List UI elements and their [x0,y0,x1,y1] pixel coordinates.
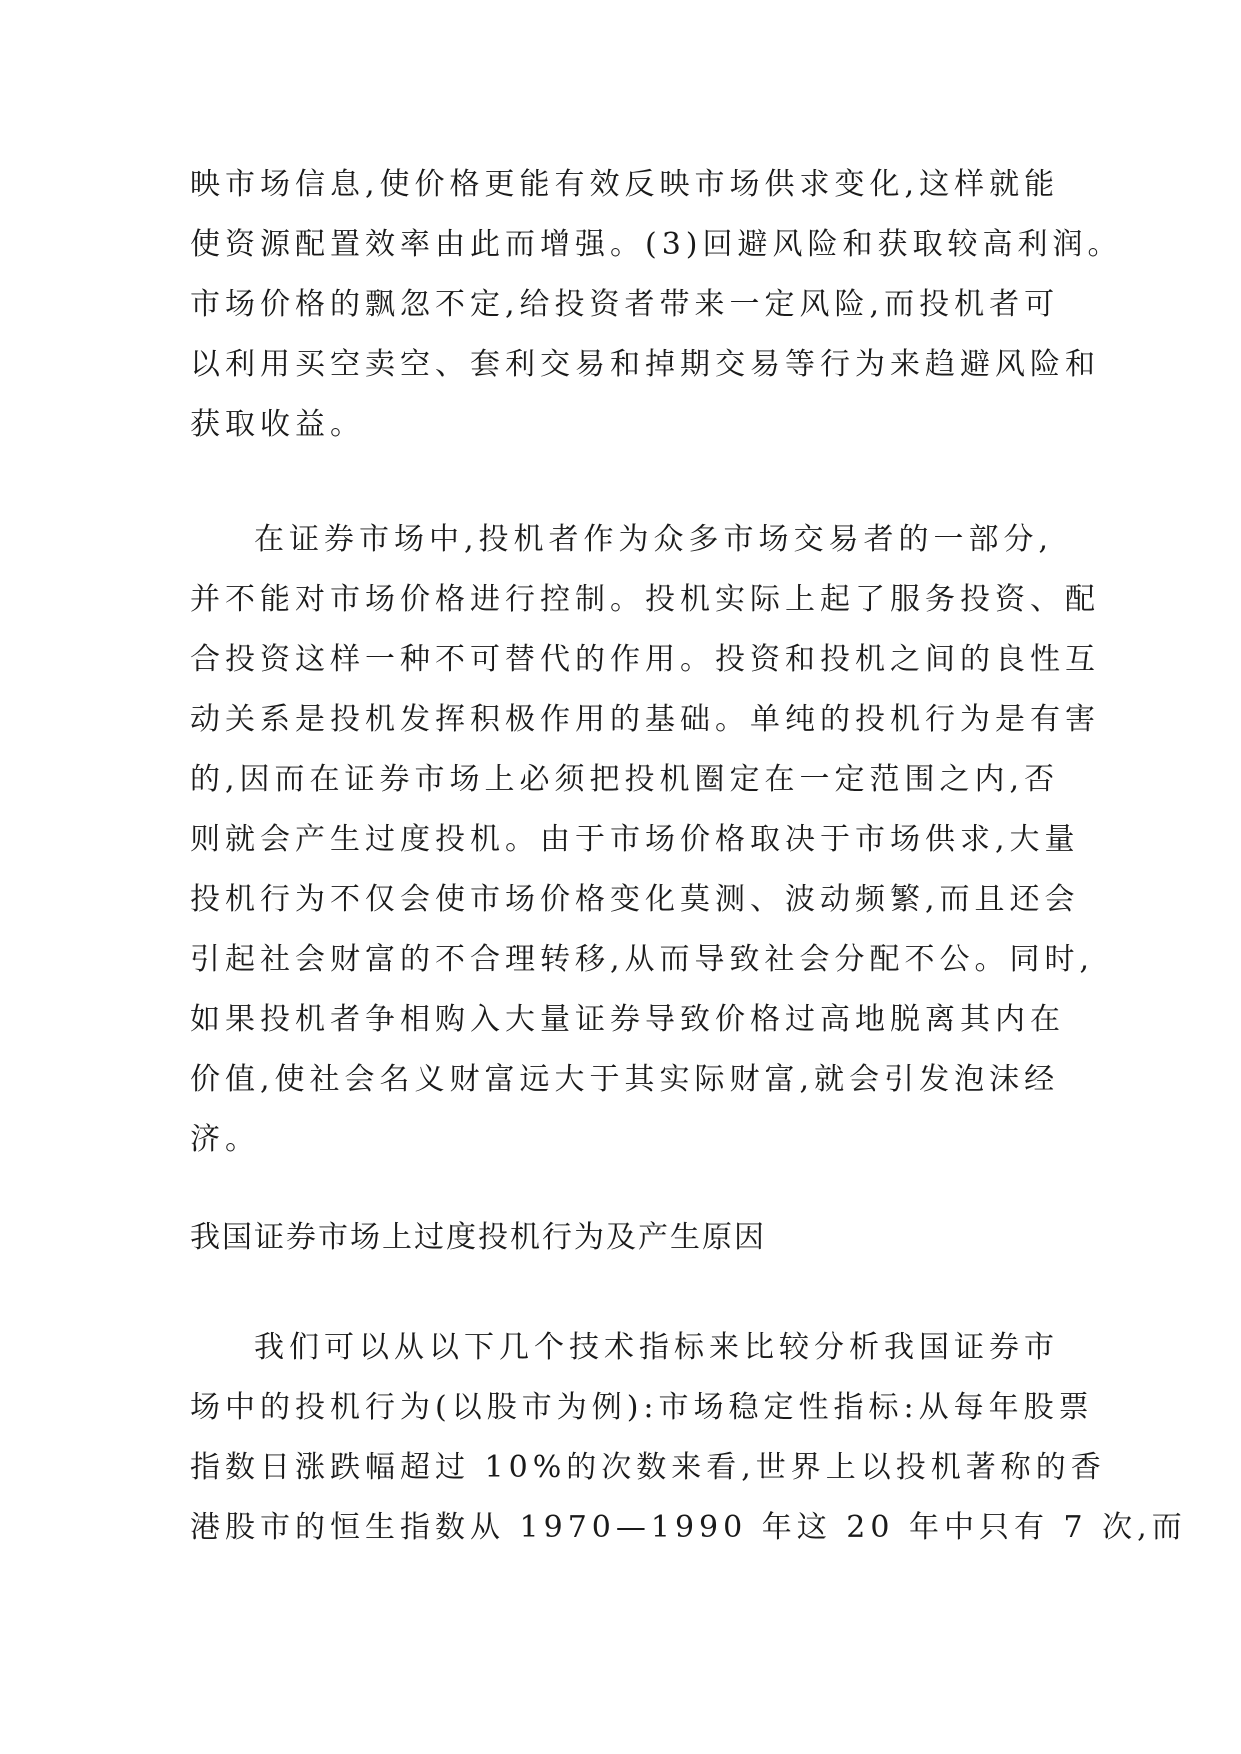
paragraph-line: 在证券市场中,投机者作为众多市场交易者的一部分, [254,522,1054,557]
paragraph-line: 指数日涨跌幅超过 10%的次数来看,世界上以投机著称的香 [190,1450,1106,1485]
paragraph-1 [190,155,1123,455]
section-heading-text: 我国证券市场上过度投机行为及产生原因 [190,1220,766,1255]
paragraph-line: 市场价格的飘忽不定,给投资者带来一定风险,而投机者可 [190,287,1060,322]
paragraph-line: 我们可以从以下几个技术指标来比较分析我国证券市 [254,1330,1059,1365]
paragraph-line: 以利用买空卖空、套利交易和掉期交易等行为来趋避风险和 [190,347,1100,382]
paragraph-line: 如果投机者争相购入大量证券导致价格过高地脱离其内在 [190,1002,1065,1037]
paragraph-line: 使资源配置效率由此而增强。(3)回避风险和获取较高利润。 [190,227,1123,262]
paragraph-line: 引起社会财富的不合理转移,从而导致社会分配不公。同时, [190,942,1095,977]
paragraph-line: 价值,使社会名义财富远大于其实际财富,就会引发泡沫经 [190,1062,1060,1097]
paragraph-line: 港股市的恒生指数从 1970—1990 年这 20 年中只有 7 次,而 [190,1510,1187,1545]
paragraph-line: 获取收益。 [190,407,365,442]
section-heading [190,1208,1070,1268]
paragraph-line: 投机行为不仅会使市场价格变化莫测、波动频繁,而且还会 [190,882,1080,917]
paragraph-line: 场中的投机行为(以股市为例):市场稳定性指标:从每年股票 [190,1390,1094,1425]
paragraph-line: 的,因而在证券市场上必须把投机圈定在一定范围之内,否 [190,762,1060,797]
paragraph-line: 济。 [190,1122,260,1157]
paragraph-2 [190,510,1100,1170]
paragraph-line: 并不能对市场价格进行控制。投机实际上起了服务投资、配 [190,582,1100,617]
paragraph-line: 合投资这样一种不可替代的作用。投资和投机之间的良性互 [190,642,1100,677]
paragraph-line: 动关系是投机发挥积极作用的基础。单纯的投机行为是有害 [190,702,1100,737]
paragraph-3 [190,1318,1187,1558]
paragraph-line: 则就会产生过度投机。由于市场价格取决于市场供求,大量 [190,822,1080,857]
paragraph-line: 映市场信息,使价格更能有效反映市场供求变化,这样就能 [190,167,1060,202]
